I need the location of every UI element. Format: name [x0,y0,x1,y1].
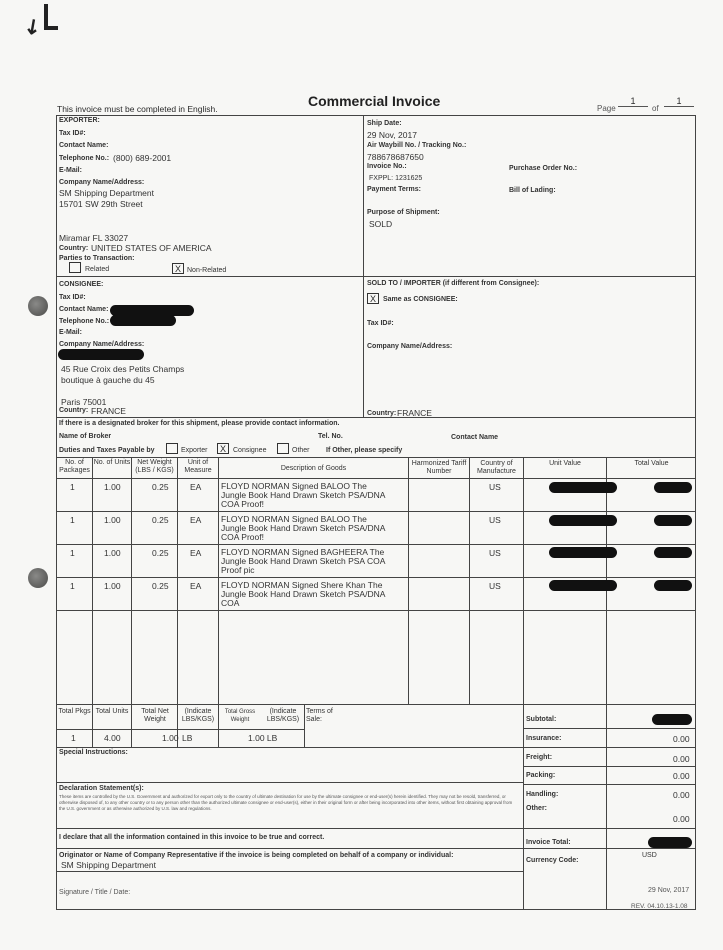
table-col-line [131,457,132,747]
certify-statement: I declare that all the information contained in this invoice to be true and correct. [59,834,325,841]
originator-name: SM Shipping Department [61,860,156,870]
total-net-indicate-label: (Indicate LBS/KGS) [181,708,215,723]
header-country: Country of Manufacture [477,460,516,475]
declaration-label: Declaration Statement(s): [59,785,144,792]
consignee-address-3: Paris 75001 [61,397,107,407]
insurance-label: Insurance: [526,735,562,742]
consignee-country-label: Country: [59,407,89,414]
header-units: No. of Units [93,459,131,466]
section-divider [56,417,696,418]
consignee-address-1: 45 Rue Croix des Petits Champs [61,364,185,374]
redaction-bar [549,515,617,526]
totals-col-line [523,704,524,910]
exporter-email-label: E-Mail: [59,167,82,174]
redaction-bar [648,837,692,848]
related-checkbox[interactable] [69,262,81,273]
pen-mark: ↙ [19,13,46,41]
ship-date-label: Ship Date: [367,120,402,127]
exporter-phone-label: Telephone No.: [59,155,110,162]
table-col-line [523,457,524,704]
duties-exporter-checkbox[interactable] [166,443,178,454]
table-col-line [469,457,470,704]
redaction-bar [654,547,692,558]
total-gross: 1.00 LB [248,733,278,743]
cell-packages: 1 [70,515,75,525]
waybill-number: 788678687650 [367,152,424,162]
redaction-bar [549,580,617,591]
header-packages: No. of Packages [59,459,90,474]
consignee-contact-label: Contact Name: [59,306,109,313]
table-col-line [408,457,409,704]
redaction-bar [549,547,617,558]
exporter-company-label: Company Name/Address: [59,179,145,186]
cell-description-line-1: FLOYD NORMAN Signed BALOO The [221,481,367,491]
total-gross-indicate-label: (Indicate LBS/KGS) [266,708,300,723]
cell-units: 1.00 [104,548,121,558]
row-divider [56,610,696,611]
cell-description-line-1: FLOYD NORMAN Signed Shere Khan The [221,580,383,590]
sold-to-label: SOLD TO / IMPORTER (if different from Consignee): [367,280,540,287]
consignee-label: CONSIGNEE: [59,281,104,288]
table-col-line [92,457,93,747]
cell-weight: 0.25 [152,581,169,591]
cell-weight: 0.25 [152,515,169,525]
waybill-label: Air Waybill No. / Tracking No.: [367,142,467,149]
page-total: 1 [664,96,694,107]
cell-description-line-1: FLOYD NORMAN Signed BALOO The [221,514,367,524]
freight-value: 0.00 [673,754,690,764]
row-divider [56,577,696,578]
duties-consignee-checkbox[interactable]: X [217,443,229,454]
duties-other-label: Other [292,447,310,454]
purpose-value: SOLD [369,219,393,229]
table-header-line [56,478,696,479]
originator-label: Originator or Name of Company Representative if the invoice is being completed on behalf of a company or individual: [59,852,454,859]
exporter-label: EXPORTER: [59,117,100,124]
totals-row-line [56,848,696,849]
cell-packages: 1 [70,581,75,591]
redaction-bar [654,580,692,591]
cell-uom: EA [190,581,202,591]
non-related-checkbox[interactable]: X [172,263,184,274]
exporter-address-3: Miramar FL 33027 [59,233,129,243]
consignee-email-label: E-Mail: [59,329,82,336]
consignee-phone-label: Telephone No.: [59,318,110,325]
exporter-tax-label: Tax ID#: [59,130,86,137]
cell-description-line-2: Jungle Book Hand Drawn Sketch PSA/DNA [221,490,386,500]
po-label: Purchase Order No.: [509,165,578,172]
total-net-label: Total Net Weight [141,708,169,723]
broker-tel-label: Tel. No. [318,433,343,440]
redaction-bar [549,482,617,493]
redaction-bar [654,482,692,493]
sold-to-company-label: Company Name/Address: [367,343,453,350]
totals-divider [56,729,304,730]
revision-code: REV. 04.10.13-1.08 [631,903,688,910]
duties-other-checkbox[interactable] [277,443,289,454]
related-label: Related [85,266,110,273]
bill-of-lading-label: Bill of Lading: [509,187,556,194]
cell-uom: EA [190,482,202,492]
subtotal-label: Subtotal: [526,716,557,723]
cell-weight: 0.25 [152,548,169,558]
totals-row-line [523,766,696,767]
totals-bottom-line [56,747,696,748]
insurance-value: 0.00 [673,734,690,744]
parties-label: Parties to Transaction: [59,255,135,262]
cell-uom: EA [190,515,202,525]
cell-units: 1.00 [104,515,121,525]
header-description: Description of Goods [280,465,347,472]
of-label: of [652,104,659,113]
non-related-label: Non-Related [187,267,227,274]
broker-name-label: Name of Broker [59,433,112,440]
punch-hole [28,296,48,316]
row-divider [56,544,696,545]
cell-uom: EA [190,548,202,558]
header-tariff: Harmonized Tariff Number [411,460,467,475]
exporter-phone: (800) 689-2001 [113,153,172,163]
currency-value: USD [642,852,657,859]
sold-to-country: FRANCE [397,408,432,418]
exporter-address-1: SM Shipping Department [59,188,154,198]
header-uom: Unit of Measure [184,459,212,474]
cell-description-line-3: COA [221,598,240,608]
exporter-address-2: 15701 SW 29th Street [59,199,143,209]
other-label: Other: [526,805,547,812]
broker-note: If there is a designated broker for this shipment, please provide contact information. [59,420,340,427]
page-title: Commercial Invoice [308,93,441,109]
total-pkgs-label: Total Pkgs [58,708,91,715]
special-instructions-label: Special Instructions: [59,749,128,756]
header-total-value: Total Value [634,460,669,467]
freight-label: Freight: [526,754,553,761]
invoice-number: FXPPL: 1231625 [369,175,423,182]
duties-other-note: If Other, please specify [326,447,403,454]
total-pkgs: 1 [71,733,76,743]
other-value: 0.00 [673,814,690,824]
table-top-line [56,457,696,458]
consignee-tax-label: Tax ID#: [59,294,86,301]
cell-country: US [489,548,501,558]
exporter-contact-label: Contact Name: [59,142,109,149]
header-net-weight: Net Weight (LBS / KGS) [135,459,174,474]
cell-units: 1.00 [104,482,121,492]
duties-label: Duties and Taxes Payable by [59,447,155,454]
packing-label: Packing: [526,772,556,779]
staple-mark [44,4,58,30]
punch-hole [28,568,48,588]
cell-units: 1.00 [104,581,121,591]
total-net-unit: LB [182,733,193,743]
row-divider [56,511,696,512]
table-col-line [177,457,178,747]
currency-label: Currency Code: [526,857,579,864]
form-frame [56,115,696,910]
table-bottom-line [56,704,696,705]
cell-packages: 1 [70,548,75,558]
cell-country: US [489,581,501,591]
broker-contact-label: Contact Name [451,434,499,441]
cell-country: US [489,482,501,492]
cell-description-line-2: Jungle Book Hand Drawn Sketch PSA COA [221,556,386,566]
invoice-total-label: Invoice Total: [526,839,571,846]
consignee-address-2: boutique à gauche du 45 [61,375,155,385]
column-divider [363,115,364,417]
total-net: 1.00 [162,733,179,743]
invoice-number-label: Invoice No.: [367,163,407,170]
total-gross-label: Total Gross Weight [224,709,256,723]
cell-description-line-3: COA Proof! [221,532,264,542]
totals-row-line [523,784,696,785]
cell-description-line-2: Jungle Book Hand Drawn Sketch PSA/DNA [221,523,386,533]
handling-value: 0.00 [673,790,690,800]
signature-label: Signature / Title / Date: [59,889,131,896]
cell-packages: 1 [70,482,75,492]
section-divider [56,276,696,277]
same-as-consignee-label: Same as CONSIGNEE: [383,296,458,303]
redaction-bar [652,714,692,725]
table-col-line [218,457,219,747]
totals-row-line [523,728,696,729]
total-units: 4.00 [104,733,121,743]
consignee-company-label: Company Name/Address: [59,341,145,348]
totals-row-line [56,828,696,829]
footer-line [56,871,523,872]
consignee-country: FRANCE [91,406,126,416]
exporter-country-label: Country: [59,245,89,252]
cell-description-line-3: Proof pic [221,565,255,575]
redaction-bar [58,349,144,360]
packing-value: 0.00 [673,771,690,781]
redaction-bar [654,515,692,526]
ship-date: 29 Nov, 2017 [367,130,417,140]
terms-of-sale-label: Terms of Sale: [306,708,333,723]
cell-weight: 0.25 [152,482,169,492]
table-col-line [304,704,305,747]
handling-label: Handling: [526,791,559,798]
exporter-country: UNITED STATES OF AMERICA [91,243,212,253]
cell-description-line-3: COA Proof! [221,499,264,509]
declaration-text: These items are controlled by the U.S. Government and authorized for export only to the country of ultimate destination for use by the ultimate consignee or end-user(s) herein identified. They may not be resold, transferred, or otherwise disposed of, to any other country or to any person other than the authorized ultimate consignee or end-user(s), either in their original form or after being incorporated into other items, without first obtaining approval from the U.S. government or as otherwise authorized by U.S. law and regulations. [59,794,513,811]
cell-description-line-1: FLOYD NORMAN Signed BAGHEERA The [221,547,385,557]
payment-terms-label: Payment Terms: [367,186,421,193]
english-note: This invoice must be completed in English. [57,104,218,114]
sold-to-country-label: Country: [367,410,397,417]
header-unit-value: Unit Value [549,460,581,467]
signature-date: 29 Nov, 2017 [648,887,690,894]
redaction-bar [110,315,176,326]
page-label: Page [597,104,616,113]
cell-description-line-2: Jungle Book Hand Drawn Sketch PSA/DNA [221,589,386,599]
cell-country: US [489,515,501,525]
duties-consignee-label: Consignee [233,447,267,454]
page-number: 1 [618,96,648,107]
same-as-consignee-checkbox[interactable]: X [367,293,379,304]
sold-to-tax-label: Tax ID#: [367,320,394,327]
duties-exporter-label: Exporter [181,447,208,454]
purpose-label: Purpose of Shipment: [367,209,440,216]
footer-line [56,782,523,783]
total-units-label: Total Units [95,708,129,715]
